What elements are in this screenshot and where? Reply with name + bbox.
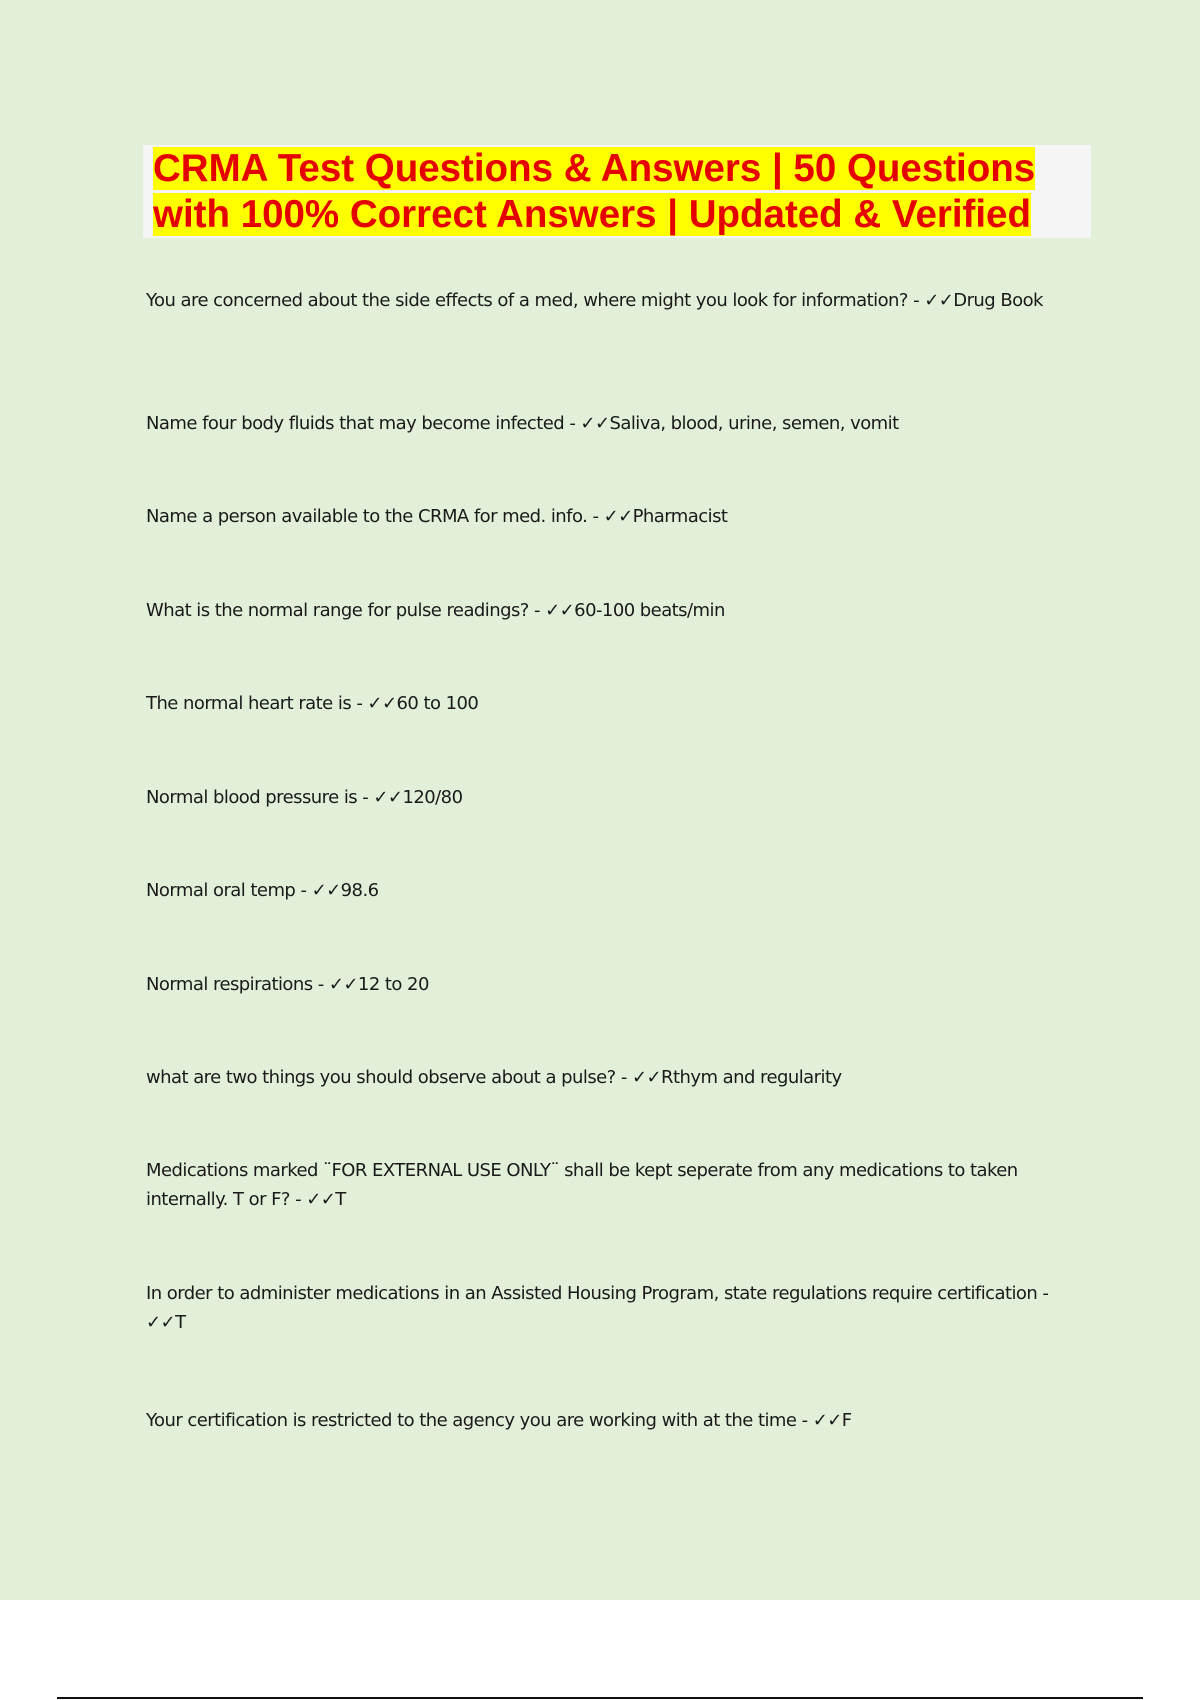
title-line-2: with 100% Correct Answers | Updated & Verified (153, 193, 1031, 236)
qa-item-6: Normal blood pressure is - ✓✓120/80 (146, 787, 463, 808)
qa-item-3: Name a person available to the CRMA for med. info. - ✓✓Pharmacist (146, 506, 728, 527)
qa-item-9: what are two things you should observe about a pulse? - ✓✓Rthym and regularity (146, 1067, 842, 1088)
document-title (153, 146, 1093, 238)
title-line-1: CRMA Test Questions & Answers | 50 Questions (153, 147, 1036, 190)
qa-item-12: Your certification is restricted to the agency you are working with at the time - ✓✓F (146, 1410, 852, 1431)
qa-item-8: Normal respirations - ✓✓12 to 20 (146, 974, 429, 995)
qa-item-10: Medications marked ¨FOR EXTERNAL USE ONLY¨ shall be kept seperate from any medications to taken internally. T or F? - ✓✓T (146, 1160, 1018, 1210)
qa-item-4: What is the normal range for pulse readings? - ✓✓60-100 beats/min (146, 600, 725, 621)
qa-item-1: You are concerned about the side effects of a med, where might you look for information? - ✓✓Drug Book (146, 290, 1043, 311)
qa-item-7: Normal oral temp - ✓✓98.6 (146, 880, 379, 901)
qa-item-2: Name four body fluids that may become infected - ✓✓Saliva, blood, urine, semen, vomit (146, 413, 899, 434)
qa-item-11: In order to administer medications in an Assisted Housing Program, state regulations require certification - ✓✓T (146, 1283, 1049, 1333)
qa-item-5: The normal heart rate is - ✓✓60 to 100 (146, 693, 479, 714)
footer-rule (57, 1697, 1143, 1699)
